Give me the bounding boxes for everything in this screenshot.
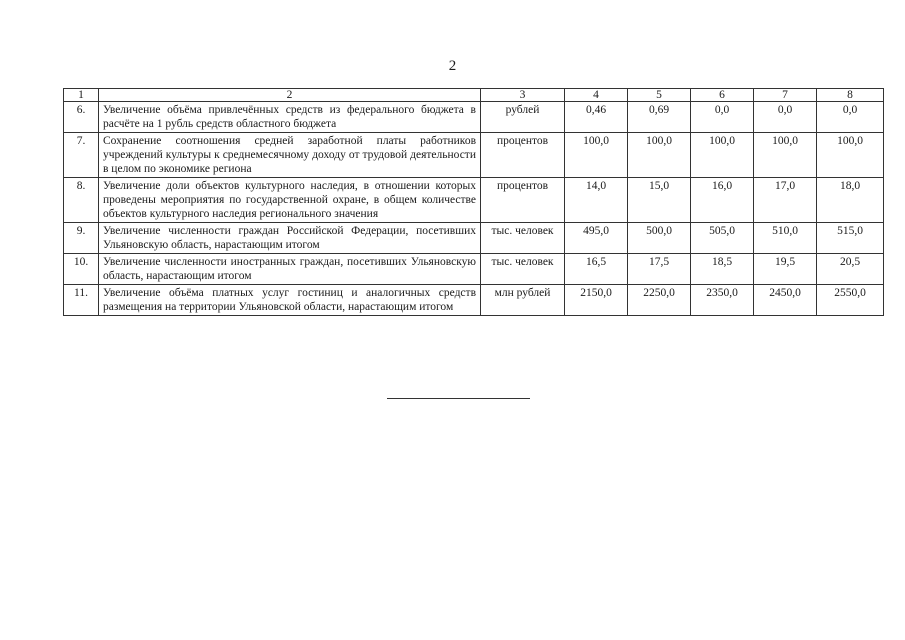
row-value: 0,46 bbox=[565, 102, 628, 133]
row-unit: тыс. человек bbox=[481, 254, 565, 285]
row-unit: рублей bbox=[481, 102, 565, 133]
row-unit: млн рублей bbox=[481, 285, 565, 316]
row-value: 16,5 bbox=[565, 254, 628, 285]
table-row bbox=[64, 285, 884, 316]
row-value: 2250,0 bbox=[628, 285, 691, 316]
row-description: Увеличение численности граждан Российской Федерации, посетивших Ульяновскую область, нарастающим итогом bbox=[99, 223, 481, 254]
row-number: 10. bbox=[64, 254, 99, 285]
row-value: 17,0 bbox=[754, 178, 817, 223]
table-row bbox=[64, 133, 884, 178]
header-row bbox=[64, 89, 884, 102]
table-row bbox=[64, 178, 884, 223]
row-unit: процентов bbox=[481, 133, 565, 178]
row-value: 15,0 bbox=[628, 178, 691, 223]
column-header: 8 bbox=[817, 89, 884, 102]
page-number: 2 bbox=[448, 58, 457, 74]
row-description: Увеличение объёма привлечённых средств из федерального бюджета в расчёте на 1 рубль средств областного бюджета bbox=[99, 102, 481, 133]
indicators-table bbox=[63, 88, 884, 316]
table-row bbox=[64, 102, 884, 133]
row-value: 17,5 bbox=[628, 254, 691, 285]
table-row bbox=[64, 223, 884, 254]
row-value: 20,5 bbox=[817, 254, 884, 285]
column-header: 3 bbox=[481, 89, 565, 102]
row-unit: процентов bbox=[481, 178, 565, 223]
row-value: 510,0 bbox=[754, 223, 817, 254]
row-value: 19,5 bbox=[754, 254, 817, 285]
row-number: 8. bbox=[64, 178, 99, 223]
row-value: 100,0 bbox=[817, 133, 884, 178]
row-value: 2150,0 bbox=[565, 285, 628, 316]
row-description: Увеличение численности иностранных граждан, посетивших Ульяновскую область, нарастающим итогом bbox=[99, 254, 481, 285]
row-value: 0,69 bbox=[628, 102, 691, 133]
row-value: 0,0 bbox=[754, 102, 817, 133]
row-value: 18,0 bbox=[817, 178, 884, 223]
row-number: 9. bbox=[64, 223, 99, 254]
row-value: 14,0 bbox=[565, 178, 628, 223]
row-description: Увеличение доли объектов культурного наследия, в отношении которых проведены мероприятия по государственной охране, в общем количестве объектов культурного наследия регионального значения bbox=[99, 178, 481, 223]
row-number: 6. bbox=[64, 102, 99, 133]
end-divider bbox=[387, 398, 530, 399]
column-header: 6 bbox=[691, 89, 754, 102]
row-value: 515,0 bbox=[817, 223, 884, 254]
row-value: 100,0 bbox=[628, 133, 691, 178]
row-value: 505,0 bbox=[691, 223, 754, 254]
row-number: 7. bbox=[64, 133, 99, 178]
row-value: 16,0 bbox=[691, 178, 754, 223]
table-row bbox=[64, 254, 884, 285]
row-value: 100,0 bbox=[691, 133, 754, 178]
column-header: 7 bbox=[754, 89, 817, 102]
column-header: 4 bbox=[565, 89, 628, 102]
row-value: 100,0 bbox=[754, 133, 817, 178]
row-unit: тыс. человек bbox=[481, 223, 565, 254]
row-description: Увеличение объёма платных услуг гостиниц и аналогичных средств размещения на территории Ульяновской области, нарастающим итогом bbox=[99, 285, 481, 316]
row-value: 0,0 bbox=[691, 102, 754, 133]
row-value: 100,0 bbox=[565, 133, 628, 178]
row-value: 500,0 bbox=[628, 223, 691, 254]
column-header: 2 bbox=[99, 89, 481, 102]
row-value: 0,0 bbox=[817, 102, 884, 133]
column-header: 5 bbox=[628, 89, 691, 102]
row-value: 2550,0 bbox=[817, 285, 884, 316]
row-value: 18,5 bbox=[691, 254, 754, 285]
row-number: 11. bbox=[64, 285, 99, 316]
row-value: 2450,0 bbox=[754, 285, 817, 316]
column-header: 1 bbox=[64, 89, 99, 102]
row-value: 495,0 bbox=[565, 223, 628, 254]
row-value: 2350,0 bbox=[691, 285, 754, 316]
row-description: Сохранение соотношения средней заработной платы работников учреждений культуры к среднемесячному доходу от трудовой деятельности в целом по экономике региона bbox=[99, 133, 481, 178]
